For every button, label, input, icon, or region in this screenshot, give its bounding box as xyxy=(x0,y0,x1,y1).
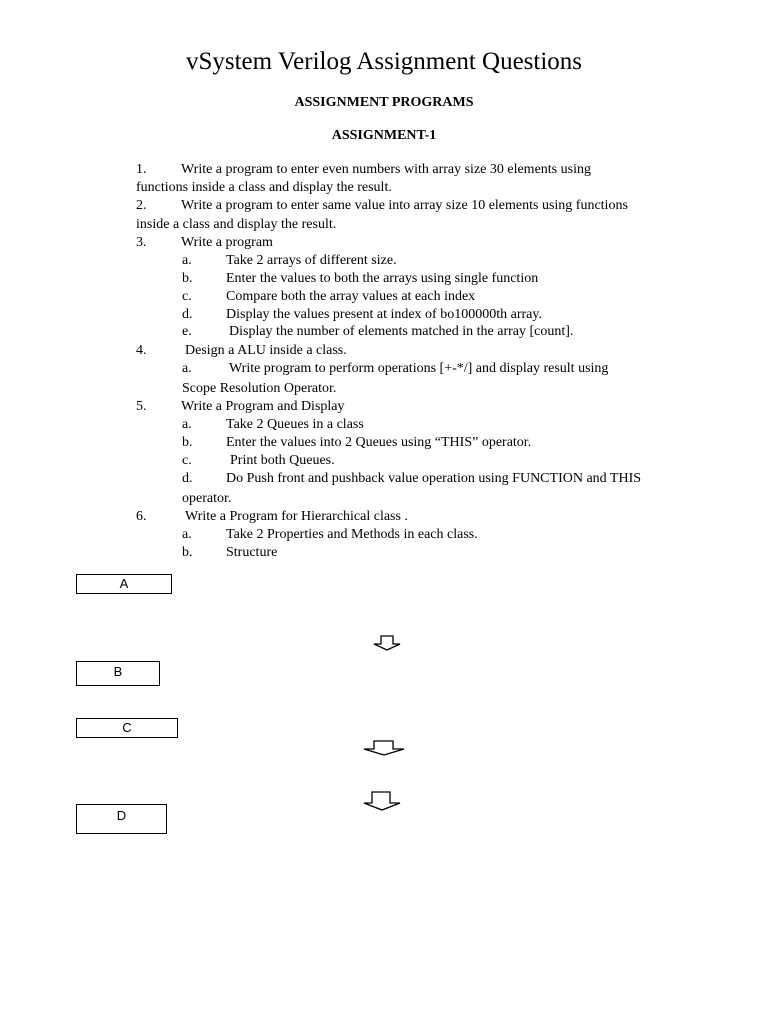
sub-item-text: Display the values present at index of bo100000th array. xyxy=(226,307,542,322)
sub-item-text: Enter the values into 2 Queues using “THIS” operator. xyxy=(226,435,532,450)
sub-item-text: Structure xyxy=(226,545,278,560)
sub-item-text: Do Push front and pushback value operation using FUNCTION and THIS xyxy=(226,471,642,486)
page-title: vSystem Verilog Assignment Questions xyxy=(185,48,583,75)
class-box-b: B xyxy=(76,661,160,686)
sub-item-number: d. xyxy=(182,307,193,322)
item-number: 2. xyxy=(136,198,147,213)
sub-item-number: b. xyxy=(182,545,193,560)
item-number: 6. xyxy=(136,509,147,524)
item-number: 4. xyxy=(136,343,147,358)
class-box-d: D xyxy=(76,804,167,834)
sub-item-text-cont: Scope Resolution Operator. xyxy=(182,381,337,396)
sub-item-number: a. xyxy=(182,417,192,432)
item-text-cont: inside a class and display the result. xyxy=(136,217,337,232)
sub-item-text: Write program to perform operations [+-*/] and display result using xyxy=(229,361,609,376)
item-text-cont: functions inside a class and display the result. xyxy=(136,180,392,195)
sub-item-number: c. xyxy=(182,453,192,468)
item-text: Write a Program for Hierarchical class . xyxy=(185,509,408,524)
class-box-c: C xyxy=(76,718,178,738)
sub-item-text: Take 2 Properties and Methods in each class. xyxy=(226,527,478,542)
sub-item-text: Print both Queues. xyxy=(230,453,335,468)
item-number: 3. xyxy=(136,235,147,250)
sub-item-number: b. xyxy=(182,271,193,286)
class-box-a: A xyxy=(76,574,172,594)
sub-item-text: Compare both the array values at each index xyxy=(226,289,476,304)
sub-item-text: Display the number of elements matched in the array [count]. xyxy=(229,324,574,339)
sub-item-number: a. xyxy=(182,527,192,542)
item-text: Write a program xyxy=(181,235,273,250)
sub-item-text-cont: operator. xyxy=(182,491,232,506)
sub-item-number: b. xyxy=(182,435,193,450)
item-text: Write a program to enter even numbers with array size 30 elements using xyxy=(181,162,591,177)
down-arrow-icon xyxy=(362,740,406,756)
sub-item-text: Take 2 arrays of different size. xyxy=(226,253,397,268)
item-text: Write a program to enter same value into array size 10 elements using functions xyxy=(181,198,628,213)
sub-item-text: Enter the values to both the arrays using single function xyxy=(226,271,539,286)
sub-item-number: e. xyxy=(182,324,192,339)
sub-item-number: a. xyxy=(182,253,192,268)
item-text: Write a Program and Display xyxy=(181,399,345,414)
down-arrow-icon xyxy=(372,635,402,651)
sub-item-number: c. xyxy=(182,289,192,304)
item-number: 5. xyxy=(136,399,147,414)
sub-item-number: a. xyxy=(182,361,192,376)
item-number: 1. xyxy=(136,162,147,177)
subsection-heading: ASSIGNMENT-1 xyxy=(331,128,437,143)
section-heading: ASSIGNMENT PROGRAMS xyxy=(294,95,474,110)
sub-item-text: Take 2 Queues in a class xyxy=(226,417,364,432)
sub-item-number: d. xyxy=(182,471,193,486)
item-text: Design a ALU inside a class. xyxy=(185,343,347,358)
down-arrow-icon xyxy=(362,791,402,811)
